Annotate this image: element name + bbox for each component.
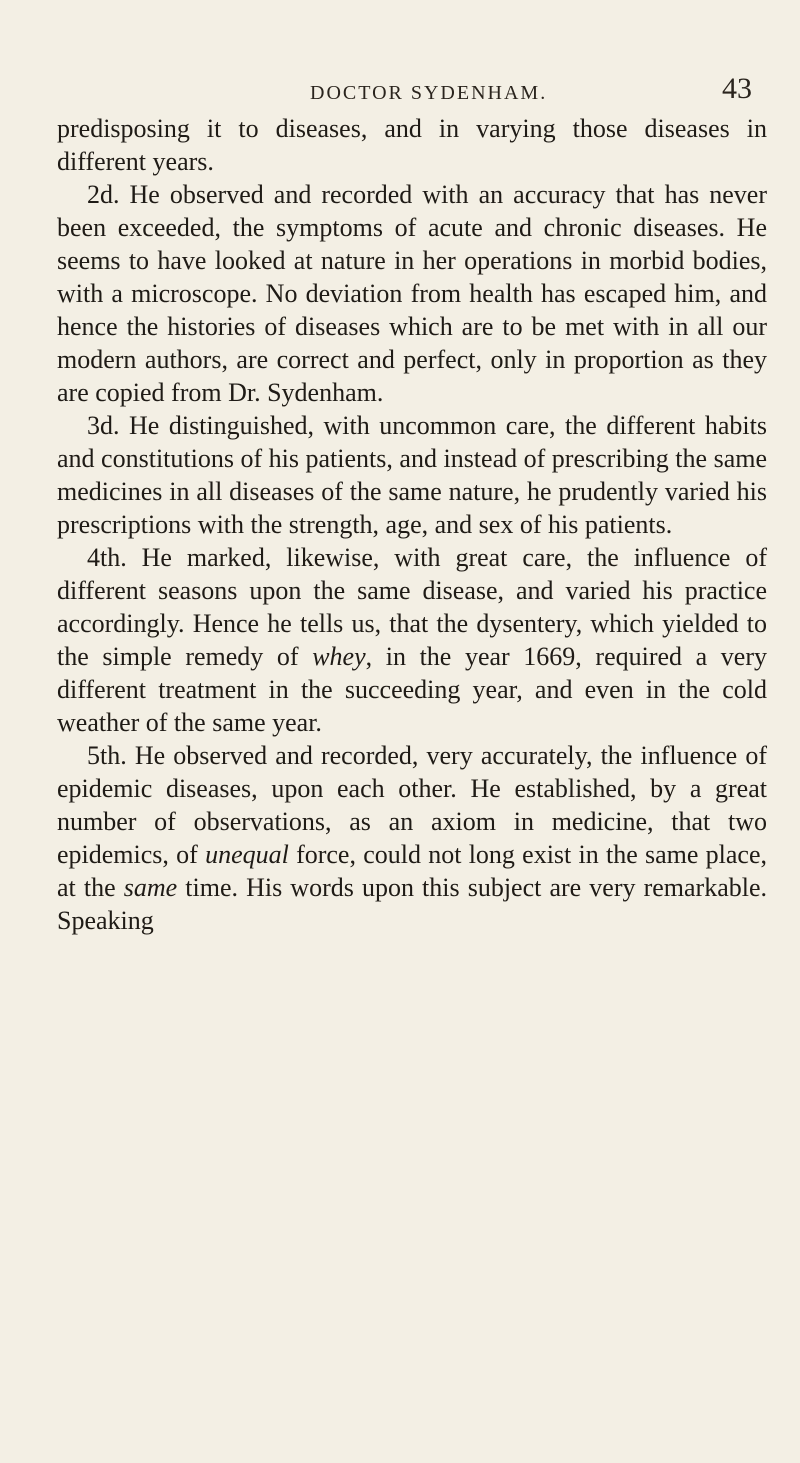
paragraph-5th-text-a: 5th. He observed and recorded, very accurately, the influence of epidemic diseases, upon each other. He established, by a great number of observations, as an axiom in medicine, that two epidemics, of — [57, 741, 767, 869]
running-title: DOCTOR SYDENHAM. — [310, 82, 548, 104]
paragraph-4th — [57, 541, 767, 739]
paragraph-5th — [57, 739, 767, 937]
paragraph-continued: predisposing it to diseases, and in varying those diseases in different years. — [57, 114, 767, 176]
paragraph-5th-text-b: force, could not long exist in the same place, at the — [57, 840, 767, 902]
paragraph-5th-text-c: time. His words upon this subject are very remarkable. Speaking — [57, 873, 768, 935]
paragraph-2d: 2d. He observed and recorded with an accuracy that has never been exceeded, the symptoms of acute and chronic diseases. He seems to have looked at nature in her operations in morbid bodies, with a microscope. No deviation from health has escaped him, and hence the histories of diseases which are to be met with in all our modern authors, are correct and perfect, only in proportion as they are copied from Dr. Sydenham. — [57, 180, 767, 407]
emphasis-same: same — [123, 873, 178, 902]
paragraph-4th-text-b: , in the year 1669, required a very different treatment in the succeeding year, and even in the cold weather of the same year. — [57, 642, 767, 737]
page-number: 43 — [722, 72, 752, 105]
paragraph-4th-text-a: 4th. He marked, likewise, with great care, the influence of different seasons upon the same disease, and varied his practice accordingly. Hence he tells us, that the dysentery, which yielded to the simple remedy of — [57, 543, 767, 671]
running-head — [0, 70, 800, 110]
body-text — [57, 112, 767, 937]
emphasis-whey: whey — [312, 642, 366, 671]
emphasis-unequal: unequal — [205, 840, 289, 869]
paragraph-3d: 3d. He distinguished, with uncommon care, the different habits and constitutions of his patients, and instead of prescribing the same medicines in all diseases of the same nature, he prudently varied his prescriptions with the strength, age, and sex of his patients. — [57, 411, 767, 539]
